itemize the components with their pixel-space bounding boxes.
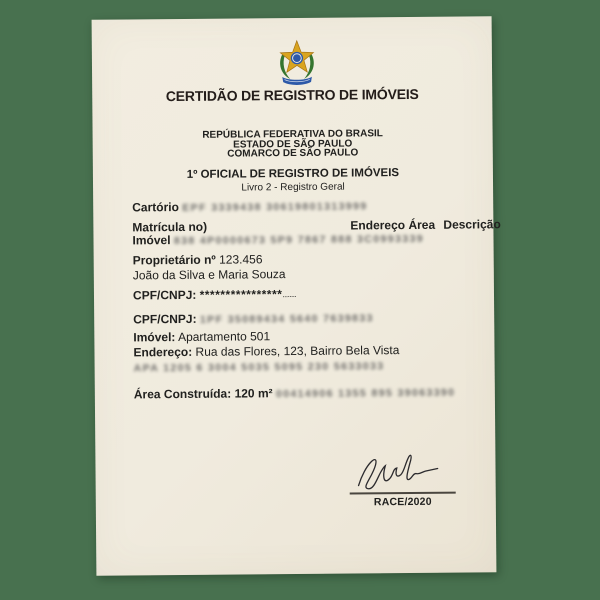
- endereco-redacted-value: APA 1205 6 3004 5035 5095 230 5633033: [133, 360, 385, 375]
- cpf-redacted-value: 1PF 35089434 5640 7639833: [199, 312, 374, 326]
- endereco-redacted-row: [134, 357, 475, 374]
- imovel-redacted-value: 838 4P0000673 5P9 7867 888 3C0993339: [173, 232, 425, 248]
- cpf-masked-row: [133, 285, 474, 302]
- area-redacted-value: 00414906 1355 895 39063390: [275, 386, 456, 401]
- registry-book-subtitle: Livro 2 - Registro Geral: [241, 181, 345, 194]
- area-row: [134, 384, 475, 401]
- cartorio-row: [132, 197, 473, 214]
- registry-office-title: 1º OFICIAL DE REGISTRO DE IMÓVEIS: [186, 167, 400, 181]
- cpf-redacted-row: [133, 309, 474, 326]
- matricula-column-label: Matrícula no): [132, 219, 208, 235]
- endereco-row: [133, 342, 474, 359]
- owners-names: [133, 265, 474, 282]
- imovel-redacted-row: [132, 230, 473, 247]
- area-value: 120 m²: [234, 386, 273, 401]
- cartorio-label: Cartório: [132, 200, 179, 215]
- signature-line: [350, 492, 456, 495]
- imovel-row-label: Imóvel: [132, 233, 171, 248]
- certificate-paper: [92, 16, 501, 575]
- area-label: Área Construída:: [133, 386, 232, 402]
- header-country: REPÚBLICA FEDERATIVA DO BRASIL: [202, 128, 383, 141]
- header-comarca: COMARCO DE SÃO PAULO: [227, 147, 359, 160]
- endereco-label: Endereço:: [133, 344, 193, 360]
- endereco-area-column-label: Endereço Área: [350, 217, 436, 233]
- proprietario-number: 123.456: [219, 252, 263, 267]
- imovel-label: Imóvel:: [133, 330, 176, 345]
- cartorio-redacted-value: EPF 3339438 30619801313999: [182, 200, 368, 214]
- registry-code: RACE/2020: [373, 495, 432, 509]
- brazil-coat-of-arms-icon: [275, 39, 319, 86]
- government-header: [93, 128, 493, 160]
- document-title: CERTIDÃO DE REGISTRO DE IMÓVEIS: [165, 85, 419, 105]
- descricao-column-label: Descrição: [443, 217, 501, 232]
- imovel-value: Apartamento 501: [177, 329, 271, 345]
- cpf-masked-trail: ........: [282, 289, 297, 300]
- imovel-row: [133, 327, 474, 344]
- header-state: ESTADO DE SÃO PAULO: [233, 137, 353, 151]
- endereco-value: Rua das Flores, 123, Bairro Bela Vista: [195, 343, 400, 359]
- owners-text: João da Silva e Maria Souza: [132, 267, 286, 283]
- cpf-masked-label: CPF/CNPJ:: [132, 287, 197, 303]
- cpf-redacted-label: CPF/CNPJ:: [133, 311, 197, 327]
- signature-icon: [353, 447, 451, 494]
- proprietario-label: Proprietário nº: [132, 252, 216, 268]
- proprietario-row: [133, 250, 474, 267]
- cpf-masked-stars: ****************: [199, 287, 283, 302]
